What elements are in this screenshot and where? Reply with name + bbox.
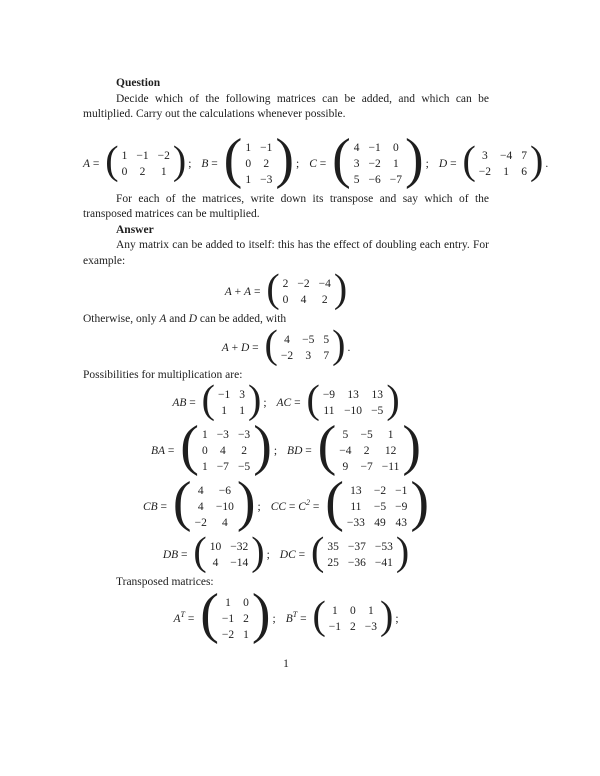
text-run: = [208,157,221,170]
matrix-cell: 6 [521,165,528,178]
matrix-cell: 13 [371,389,383,401]
matrix-expression [83,136,192,184]
matrix-cell: 2 [321,294,328,306]
text-run: = [447,157,460,170]
matrix-cell: 0 [121,165,128,178]
expression-lhs [151,445,177,457]
separator: ; [263,397,267,409]
matrix [311,528,410,575]
matrix-expression [173,582,276,647]
matrix-cell: −2 [157,149,170,162]
expression-lhs [143,501,170,513]
paren-right: ) [251,528,265,574]
math-superscript: T [180,609,185,619]
matrix [312,591,394,639]
matrix-cell: −5 [371,405,384,417]
matrix-cell: −6 [368,173,381,186]
matrix-grid [242,140,275,188]
matrix-expression [142,470,261,535]
math-variable: CB [142,501,158,513]
question-paragraph-2: For each of the matrices, write down its transpose and say which of the transposed matrices can be multiplied. [83,192,489,220]
matrix-cell: −1 [395,485,408,497]
matrix-cell: −1 [260,141,273,154]
paren-right: ) [332,320,346,366]
matrix-cell: 2 [282,278,289,290]
matrix-grid [192,483,237,531]
matrix-cell: 1 [503,165,510,178]
matrix-expression [285,591,399,639]
text-run: = [178,549,191,561]
matrix-cell: −1 [218,389,231,401]
math-variable: A [221,341,229,354]
matrix-cell: −5 [302,333,315,346]
matrix-cell: 43 [395,517,407,529]
matrix-cell: 1 [201,429,208,441]
matrix-cell: −1 [368,141,381,154]
matrix-cell: 10 [209,541,222,553]
matrix [180,414,272,479]
matrix-grid [278,332,332,364]
matrix-cell: 0 [201,445,208,457]
matrix-cell: −7 [389,173,403,186]
matrix-cell: −33 [346,517,365,529]
matrix-cell: 13 [347,389,359,401]
text-run: = [297,612,310,625]
text-run: = [291,397,304,409]
matrix-expression [224,265,348,312]
matrix-cell: −14 [230,557,249,569]
matrix-cell: −3 [216,429,229,441]
math-variable: BD [287,445,303,457]
text-run: can be added, with [197,313,287,325]
matrix-expression [162,528,270,575]
separator: ; [188,157,192,170]
matrix-cell: −6 [218,485,231,497]
text-run: = [316,157,330,170]
matrix [462,136,544,184]
matrix-cell: 11 [323,405,335,417]
paren-left: ( [172,470,192,533]
matrix-cell: 35 [327,541,339,553]
matrix-cell: −9 [322,389,336,401]
separator: ; [295,157,300,170]
math-variable: AC [276,397,292,409]
matrix-cell: −9 [395,501,408,513]
matrix-cell: 13 [350,485,362,497]
math-variable: A [244,286,252,298]
matrix-cell: 1 [368,604,374,617]
matrix-cell: −2 [373,485,387,497]
matrix-cell: 3 [482,149,488,162]
paren-right: ) [395,528,410,574]
matrix-cell: 1 [201,461,208,473]
matrix-grid [119,148,173,180]
matrix [325,470,430,535]
math-variable: A [83,157,91,170]
paren-left: ( [311,528,325,574]
expression-lhs [172,397,198,409]
matrix-cell: −10 [344,405,363,417]
separator: ; [266,549,270,561]
text-run: = [302,445,315,457]
matrix-cell: 11 [350,501,362,513]
matrix-cell: −7 [360,461,373,473]
math-variable: C [298,501,306,513]
paren-left: ( [266,265,280,311]
matrix-cell: 5 [353,173,360,186]
question-heading: Question [116,77,161,89]
paren-left: ( [312,591,326,637]
matrix-cell: −4 [318,278,331,290]
matrix-expression [150,414,278,479]
page-number: 1 [283,657,289,670]
separator: . [347,341,351,354]
matrix [332,127,424,192]
math-variable: D [438,157,448,170]
equation-ab-ac [83,376,489,423]
math-variable: C [309,157,317,170]
expression-lhs [439,158,460,170]
matrix-grid [326,603,380,635]
expression-lhs [280,549,308,561]
matrix-cell: 0 [245,157,252,170]
paren-right: ) [275,127,294,190]
paren-left: ( [325,470,344,533]
matrix-cell: −41 [374,557,393,569]
text-run: = [295,549,309,561]
paren-right: ) [405,127,424,190]
matrix [172,470,256,535]
paren-left: ( [193,528,207,574]
text-run: = [157,501,170,513]
paren-left: ( [264,320,278,366]
matrix-cell: 2 [263,157,270,170]
matrix-cell: 25 [327,557,339,569]
matrix-cell: 0 [350,604,356,617]
expression-lhs [222,342,262,354]
matrix-expression [287,414,422,479]
math-variable: CC [270,501,287,513]
matrix-grid [280,276,334,308]
matrix-cell: 2 [363,445,370,457]
matrix-cell: 2 [350,620,356,633]
expression-lhs [270,498,323,513]
matrix-cell: 9 [342,461,349,473]
matrix-grid [324,539,396,571]
matrix-cell: 1 [243,628,249,641]
matrix-cell: −11 [381,461,400,473]
math-variable: DC [279,549,296,561]
matrix-cell: −5 [237,461,251,473]
paren-right: ) [248,376,262,422]
matrix-cell: 1 [245,141,252,154]
matrix-cell: 1 [393,157,399,170]
text-run: = [309,501,323,513]
matrix-cell: 7 [521,149,528,162]
matrix-cell: −1 [328,620,342,633]
matrix-cell: 49 [374,517,386,529]
matrix-cell: 4 [284,333,290,346]
text-run: Otherwise, only [83,313,160,325]
matrix-grid [336,427,402,475]
matrix-cell: −7 [216,461,229,473]
matrix-cell: 4 [353,141,360,154]
paren-left: ( [180,414,199,477]
matrix [105,136,187,184]
matrix-cell: 2 [241,445,247,457]
matrix-cell: −2 [478,165,492,178]
expression-lhs [83,158,102,170]
matrix-cell: −36 [347,557,366,569]
matrix-cell: 3 [305,349,312,362]
paren-left: ( [200,582,219,645]
matrix-cell: 3 [239,389,245,401]
answer-heading: Answer [116,223,154,236]
expression-lhs [285,609,310,625]
matrix-cell: 0 [282,294,289,306]
math-variable: AB [172,397,187,409]
text-run: = [286,501,299,513]
math-variable: A [224,286,232,298]
separator: . [545,157,549,170]
matrix-cell: −1 [221,612,235,625]
matrix-cell: −3 [260,173,273,186]
paren-left: ( [306,376,320,422]
matrix-expression [279,528,410,575]
matrix [200,582,271,647]
matrix-grid [199,427,253,475]
paren-right: ) [172,136,187,182]
math-superscript: 2 [305,498,310,508]
math-superscript: T [292,609,298,619]
matrix-grid [215,387,248,419]
matrix-cell: 4 [300,294,307,306]
text-run: + [231,286,245,298]
matrix-cell: 0 [393,141,399,154]
matrix-cell: 4 [219,445,226,457]
matrix-cell: 1 [121,149,128,162]
matrix-cell: −2 [280,349,294,362]
paren-right: ) [333,265,348,311]
expression-lhs [201,158,220,170]
separator: ; [395,612,399,625]
matrix-cell: −5 [360,429,373,441]
matrix-grid [351,140,405,188]
matrix-cell: 1 [225,596,231,609]
paren-left: ( [332,127,351,190]
matrix-cell: 7 [323,349,330,362]
expression-lhs [309,158,329,170]
matrix-cell: −2 [221,628,235,641]
text-run: = [90,157,103,170]
paren-right: ) [386,376,400,422]
equation-matrix-definitions [83,127,549,192]
paren-left: ( [105,136,119,182]
matrix-cell: −4 [339,445,352,457]
matrix-cell: −4 [500,149,513,162]
matrix-cell: 1 [221,405,227,417]
matrix-cell: −32 [230,541,249,553]
matrix-cell: 4 [221,517,228,529]
math-variable: A [173,612,181,625]
text-run: + [228,341,241,354]
text-run: and [166,313,189,325]
paren-right: ) [236,470,256,533]
matrix [193,528,265,575]
matrix-cell: 2 [243,612,249,625]
answer-otherwise [83,312,489,328]
matrix-cell: −1 [136,149,149,162]
matrix-cell: −2 [194,517,207,529]
matrix-cell: 12 [384,445,397,457]
text-run: = [249,341,262,354]
matrix-expression [438,136,549,184]
equation-cb-cc [83,470,489,535]
equation-a-plus-a [83,265,489,312]
answer-possibilities: Possibilities for multiplication are: [83,368,243,381]
text-run: = [165,445,178,457]
matrix-cell: −10 [215,501,234,513]
expression-lhs [225,286,264,298]
matrix-cell: −2 [297,278,310,290]
text-run: = [184,612,198,625]
matrix-cell: 4 [197,485,204,497]
matrix-grid [344,483,411,531]
matrix-cell: −3 [364,620,378,633]
matrix-grid [219,595,252,643]
matrix-cell: 4 [212,557,219,569]
matrix-expression [201,127,300,192]
answer-transposed-label: Transposed matrices: [116,576,214,588]
paren-right: ) [253,414,272,477]
matrix [264,320,346,368]
expression-lhs [277,397,304,409]
paren-left: ( [462,136,476,182]
equation-a-plus-d [83,320,489,368]
math-variable: A [159,313,167,325]
matrix-cell: 1 [387,429,394,441]
equation-db-dc [83,528,489,575]
matrix-cell: 5 [323,333,330,346]
matrix-cell: −53 [374,541,393,553]
paren-left: ( [317,414,337,477]
matrix-cell: 0 [243,596,249,609]
matrix-cell: −3 [237,429,251,441]
matrix-cell: 3 [353,157,360,170]
expression-lhs [163,549,191,561]
expression-lhs [173,609,198,625]
math-variable: BA [150,445,166,457]
text-run: = [186,397,199,409]
separator: ; [273,445,278,457]
matrix-cell: 1 [332,604,338,617]
math-variable: D [188,313,198,325]
math-variable: B [285,612,293,625]
question-paragraph-1: Decide which of the following matrices can be added, and which can be multiplied. Carry out the calculations whenever possible. [83,92,489,120]
text-run: = [251,286,264,298]
answer-intro: Any matrix can be added to itself: this has the effect of doubling each entry. For example: [83,239,489,267]
matrix [223,127,294,192]
math-variable: DB [162,549,179,561]
matrix-expression [221,320,351,368]
paren-right: ) [402,414,422,477]
expression-lhs [287,445,315,457]
paren-right: ) [530,136,544,182]
matrix-cell: 1 [160,165,167,178]
matrix-grid [476,148,530,180]
matrix-cell: 4 [197,501,204,513]
paren-right: ) [410,470,430,533]
separator: ; [425,157,429,170]
matrix-cell: −37 [347,541,366,553]
paren-left: ( [201,376,215,422]
matrix-expression [276,376,400,423]
matrix [266,265,348,312]
paren-left: ( [223,127,243,190]
separator: ; [257,501,261,513]
matrix-cell: 1 [245,173,252,186]
matrix-expression [309,127,429,192]
matrix-cell: −2 [368,157,381,170]
paren-right: ) [380,591,394,637]
matrix-expression [270,470,430,535]
matrix-cell: 1 [239,405,245,417]
matrix-cell: 2 [139,165,146,178]
matrix-cell: −5 [373,501,387,513]
math-variable: D [240,341,250,354]
math-variable: B [201,157,209,170]
paren-right: ) [251,582,271,645]
matrix-grid [207,539,252,571]
matrix-cell: 5 [342,429,349,441]
separator: ; [272,612,276,625]
